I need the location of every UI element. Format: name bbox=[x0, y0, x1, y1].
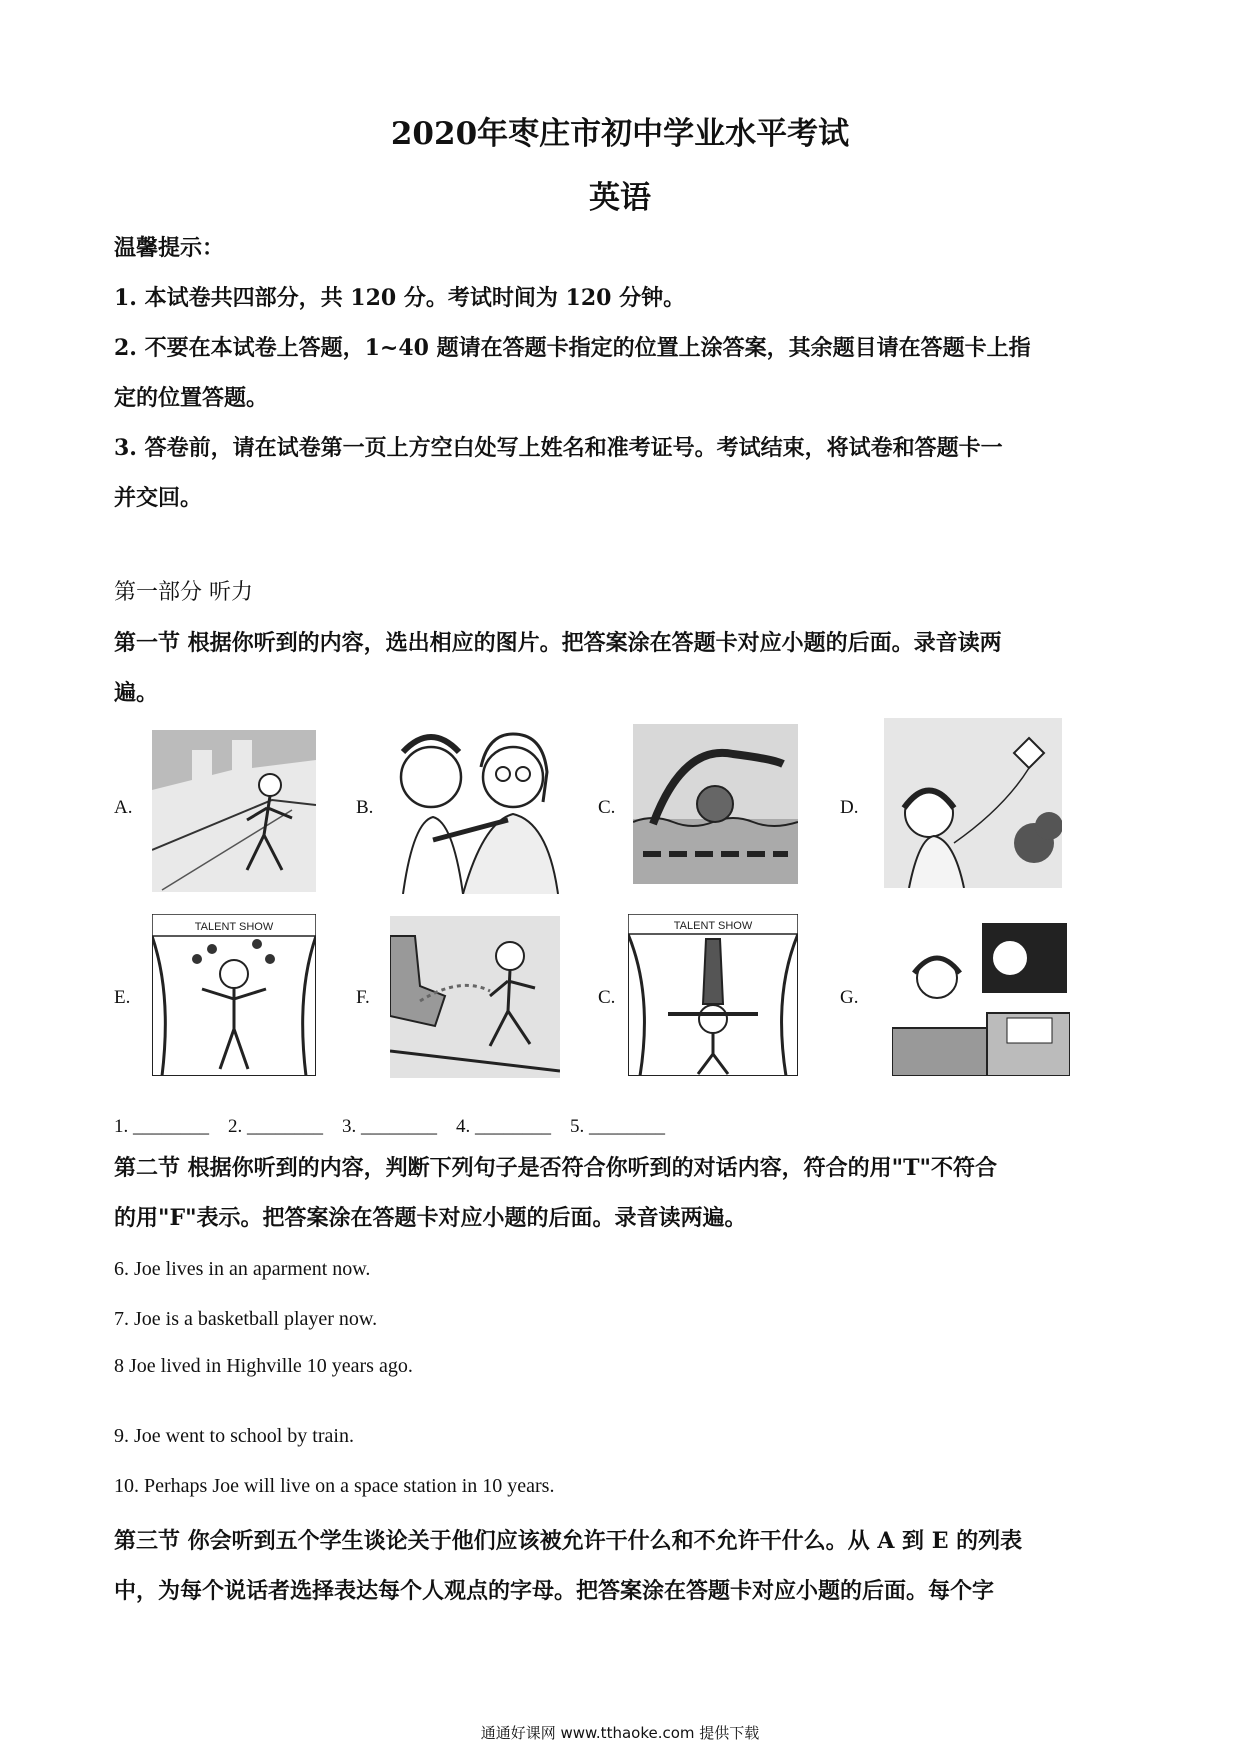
picture-label-g: G. bbox=[840, 987, 859, 1008]
talent-show-sign-2: TALENT SHOW bbox=[673, 920, 753, 932]
statement-7: 7. Joe is a basketball player now. bbox=[114, 1308, 378, 1330]
tip-3-line1: 3. 答卷前，请在试卷第一页上方空白处写上姓名和准考证号。考试结束，将试卷和答题卡一 bbox=[114, 435, 1003, 461]
tips-heading: 温馨提示： bbox=[114, 235, 225, 261]
statement-9: 9. Joe went to school by train. bbox=[114, 1425, 354, 1447]
picture-label-a: A. bbox=[114, 797, 133, 818]
tip-2-line1: 2. 不要在本试卷上答题，1~40 题请在答题卡指定的位置上涂答案，其余题目请在答题卡上指 bbox=[114, 335, 1031, 361]
picture-f-boy-splashed bbox=[390, 916, 560, 1078]
exam-subject: 英语 bbox=[589, 180, 651, 216]
section3-line2: 中，为每个说话者选择表达每个人观点的字母。把答案涂在答题卡对应小题的后面。每个字 bbox=[114, 1578, 995, 1604]
picture-e-juggler bbox=[152, 914, 316, 1076]
statement-6: 6. Joe lives in an aparment now. bbox=[114, 1258, 371, 1280]
tip-1: 1. 本试卷共四部分，共 120 分。考试时间为 120 分钟。 bbox=[114, 285, 686, 311]
picture-a-running-boy bbox=[152, 730, 316, 892]
tip-2-line2: 定的位置答题。 bbox=[114, 385, 269, 411]
exam-title: 2020年枣庄市初中学业水平考试 bbox=[390, 116, 850, 152]
statement-8: 8 Joe lived in Highville 10 years ago. bbox=[114, 1355, 413, 1377]
tip-3-line2: 并交回。 bbox=[114, 485, 203, 511]
talent-show-sign-1: TALENT SHOW bbox=[194, 921, 274, 933]
section3-line1: 第三节 你会听到五个学生谈论关于他们应该被允许干什么和不允许干什么。从 A 到 E 的列表 bbox=[114, 1528, 1023, 1554]
statement-10: 10. Perhaps Joe will live on a space station in 10 years. bbox=[114, 1475, 555, 1497]
picture-label-c: C. bbox=[598, 797, 616, 818]
picture-c2-balancing bbox=[628, 914, 798, 1076]
section2-line2: 的用"F"表示。把答案涂在答题卡对应小题的后面。录音读两遍。 bbox=[114, 1205, 747, 1231]
picture-label-f: F. bbox=[356, 987, 370, 1008]
picture-label-b: B. bbox=[356, 797, 374, 818]
answer-blanks: 1. ________ 2. ________ 3. ________ 4. ________ 5. ________ bbox=[114, 1116, 665, 1137]
picture-g-students bbox=[892, 918, 1070, 1076]
section2-line1: 第二节 根据你听到的内容，判断下列句子是否符合你听到的对话内容，符合的用"T"不符合 bbox=[114, 1155, 997, 1181]
page-footer: 通通好课网 www.tthaoke.com 提供下载 bbox=[480, 1724, 760, 1742]
part1-heading: 第一部分 听力 bbox=[114, 580, 253, 605]
section1-line1: 第一节 根据你听到的内容，选出相应的图片。把答案涂在答题卡对应小题的后面。录音读两 bbox=[114, 630, 1002, 656]
picture-d-girl-kite bbox=[884, 718, 1062, 888]
picture-b-boy-and-teacher bbox=[393, 722, 563, 894]
picture-label-e: E. bbox=[114, 987, 131, 1008]
picture-c-swimmer bbox=[633, 724, 798, 884]
picture-label-d: D. bbox=[840, 797, 859, 818]
picture-label-c2: C. bbox=[598, 987, 616, 1008]
section1-line2: 遍。 bbox=[114, 680, 159, 706]
